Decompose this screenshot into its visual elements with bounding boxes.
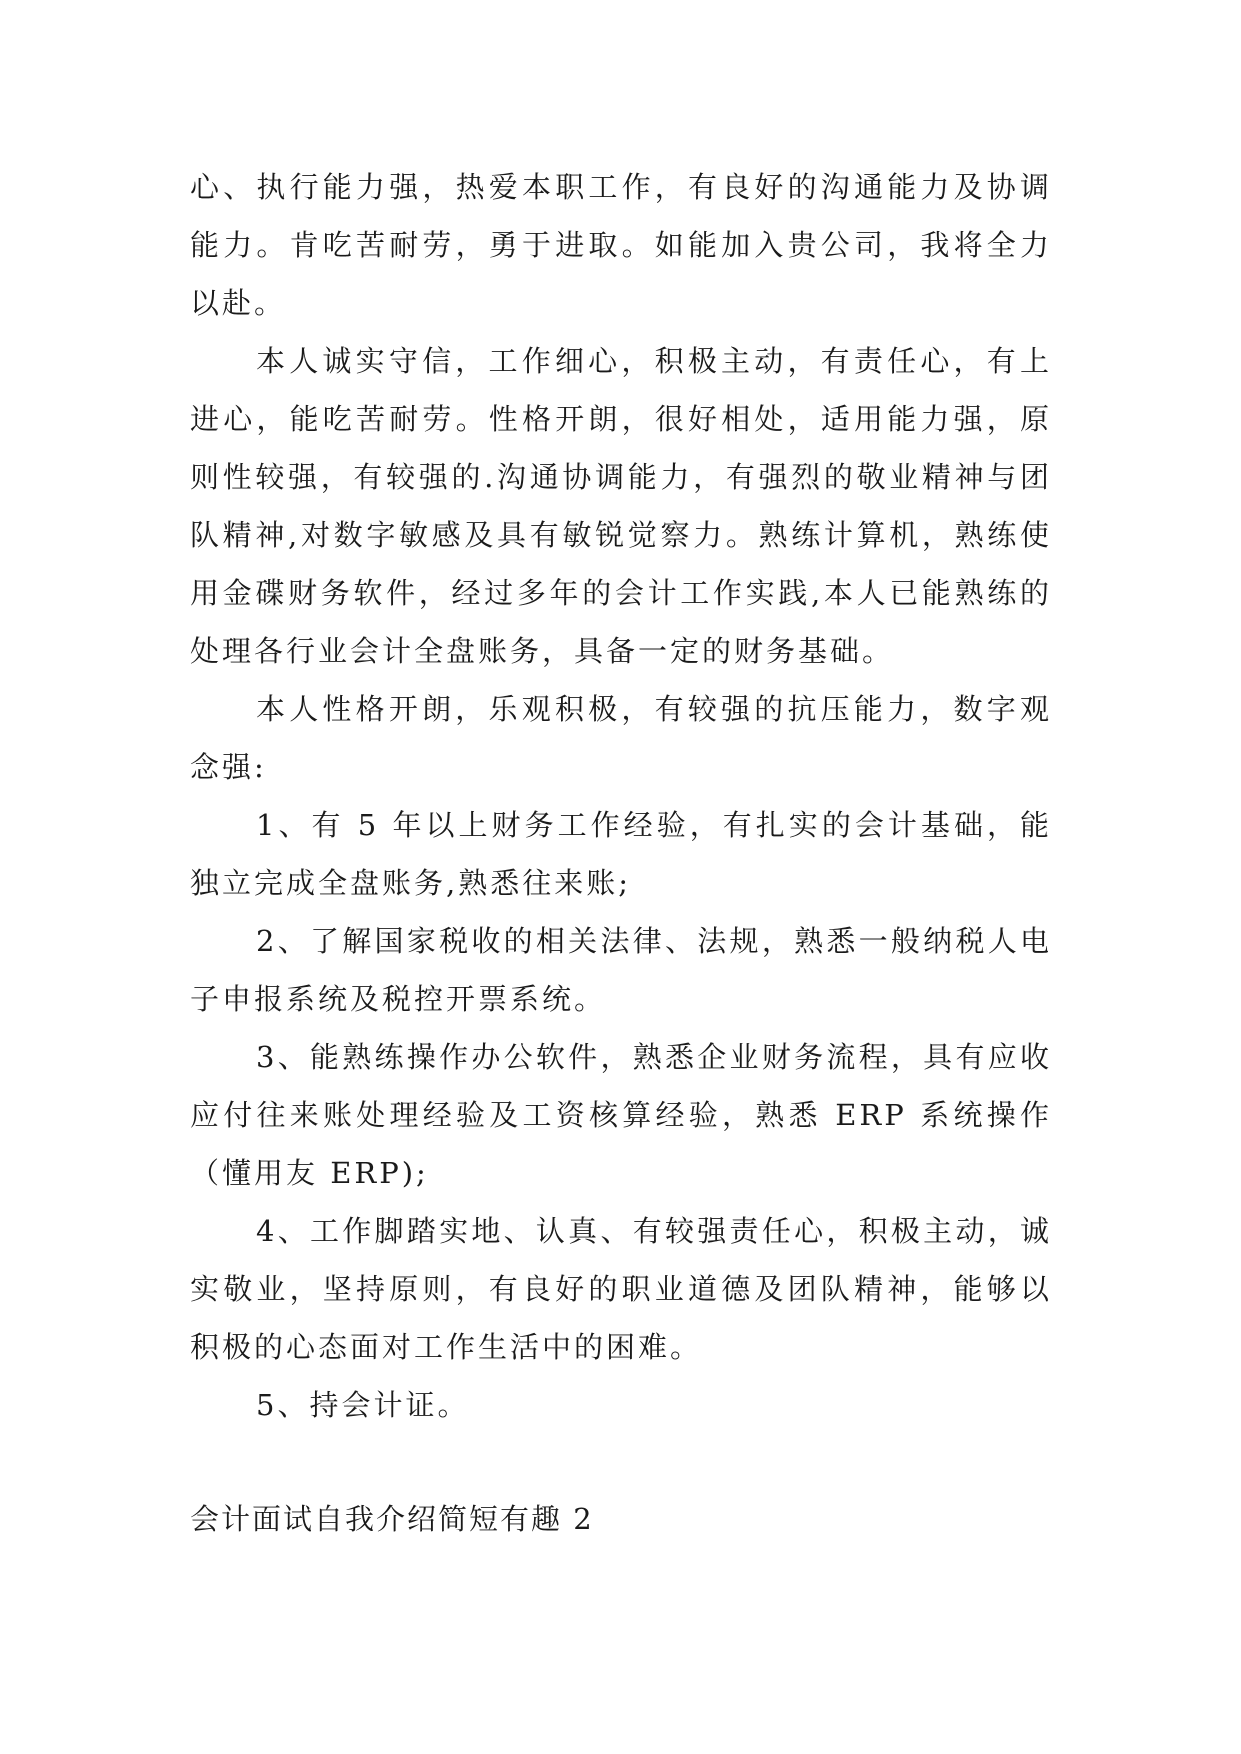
list-item-4: 4、工作脚踏实地、认真、有较强责任心，积极主动，诚实敬业，坚持原则，有良好的职业道德及团队精神，能够以积极的心态面对工作生活中的困难。 <box>190 1214 1052 1364</box>
paragraph-personality-intro: 本人性格开朗，乐观积极，有较强的抗压能力，数字观念强: <box>190 692 1052 784</box>
list-item-1: 1、有 5 年以上财务工作经验，有扎实的会计基础，能独立完成全盘账务,熟悉往来账; <box>190 808 1052 900</box>
list-item-3: 3、能熟练操作办公软件，熟悉企业财务流程，具有应收应付往来账处理经验及工资核算经验，熟悉 ERP 系统操作（懂用友 ERP); <box>190 1040 1052 1190</box>
list-item-2: 2、了解国家税收的相关法律、法规，熟悉一般纳税人电子申报系统及税控开票系统。 <box>190 924 1052 1016</box>
body-text <box>190 158 1052 1434</box>
section-heading: 会计面试自我介绍简短有趣 2 <box>190 1502 594 1536</box>
paragraph-personal-qualities: 本人诚实守信，工作细心，积极主动，有责任心，有上进心，能吃苦耐劳。性格开朗，很好相处，适用能力强，原则性较强，有较强的.沟通协调能力，有强烈的敬业精神与团队精神,对数字敏感及具有敏锐觉察力。熟练计算机，熟练使用金碟财务软件，经过多年的会计工作实践,本人已能熟练的处理各行业会计全盘账务，具备一定的财务基础。 <box>190 344 1052 668</box>
paragraph-continuation: 心、执行能力强，热爱本职工作，有良好的沟通能力及协调能力。肯吃苦耐劳，勇于进取。如能加入贵公司，我将全力以赴。 <box>190 170 1052 320</box>
list-item-5: 5、持会计证。 <box>256 1388 470 1422</box>
